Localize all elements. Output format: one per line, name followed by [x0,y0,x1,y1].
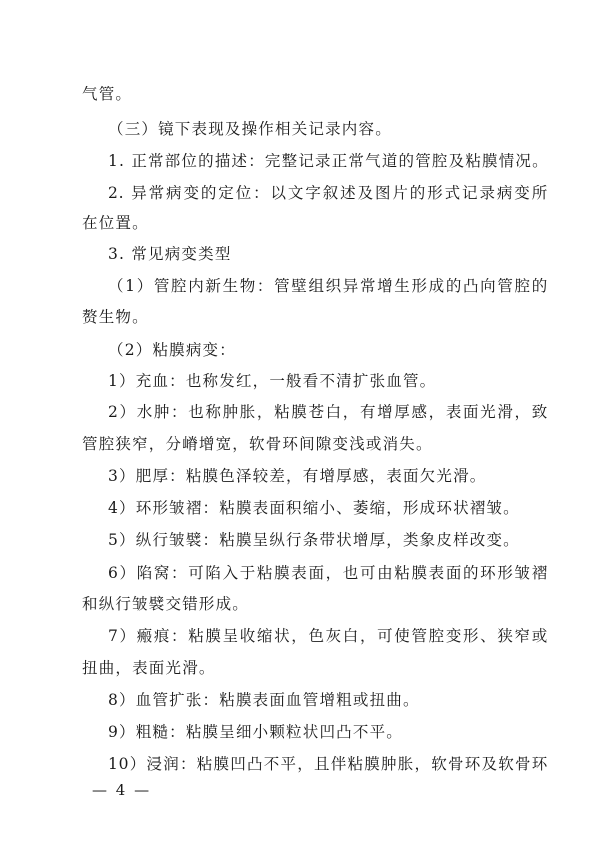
text-line: 1. 正常部位的描述：完整记录正常气道的管腔及粘膜情况。 [108,152,549,170]
section-heading: （三）镜下表现及操作相关记录内容。 [108,120,392,138]
text-line: 6）陷窝：可陷入于粘膜表面，也可由粘膜表面的环形皱褶 [108,564,548,582]
text-line: 4）环形皱褶：粘膜表面积缩小、萎缩，形成环状褶皱。 [108,499,520,517]
text-line: 扭曲，表面光滑。 [82,659,216,677]
text-line: 9）粗糙：粘膜呈细小颗粒状凹凸不平。 [108,723,403,741]
text-line: 1）充血：也称发红，一般看不清扩张血管。 [108,372,437,390]
text-line: 7）瘢痕：粘膜呈收缩状，色灰白，可使管腔变形、狭窄或 [108,627,548,645]
page-number: — 4 — [92,781,152,799]
text-line: 和纵行皱襞交错形成。 [82,595,250,613]
text-line: 10）浸润：粘膜凹凸不平，且伴粘膜肿胀，软骨环及软骨环 [108,755,548,773]
text-line: 3. 常见病变类型 [108,245,232,263]
text-line: 5）纵行皱襞：粘膜呈纵行条带状增厚，类象皮样改变。 [108,531,520,549]
text-line: （1）管腔内新生物：管壁组织异常增生形成的凸向管腔的 [108,277,548,295]
text-line: 管腔狭窄，分嵴增宽，软骨环间隙变浅或消失。 [82,435,433,453]
text-line: 气管。 [82,85,133,103]
text-line: 2）水肿：也称肿胀，粘膜苍白，有增厚感，表面光滑，致 [108,403,548,421]
text-line: 8）血管扩张：粘膜表面血管增粗或扭曲。 [108,691,420,709]
text-line: （2）粘膜病变： [108,341,236,359]
text-line: 赘生物。 [82,308,149,326]
text-line: 3）肥厚：粘膜色泽较差，有增厚感，表面欠光滑。 [108,467,487,485]
text-line: 在位置。 [82,214,149,232]
text-line: 2. 异常病变的定位：以文字叙述及图片的形式记录病变所 [108,184,548,202]
